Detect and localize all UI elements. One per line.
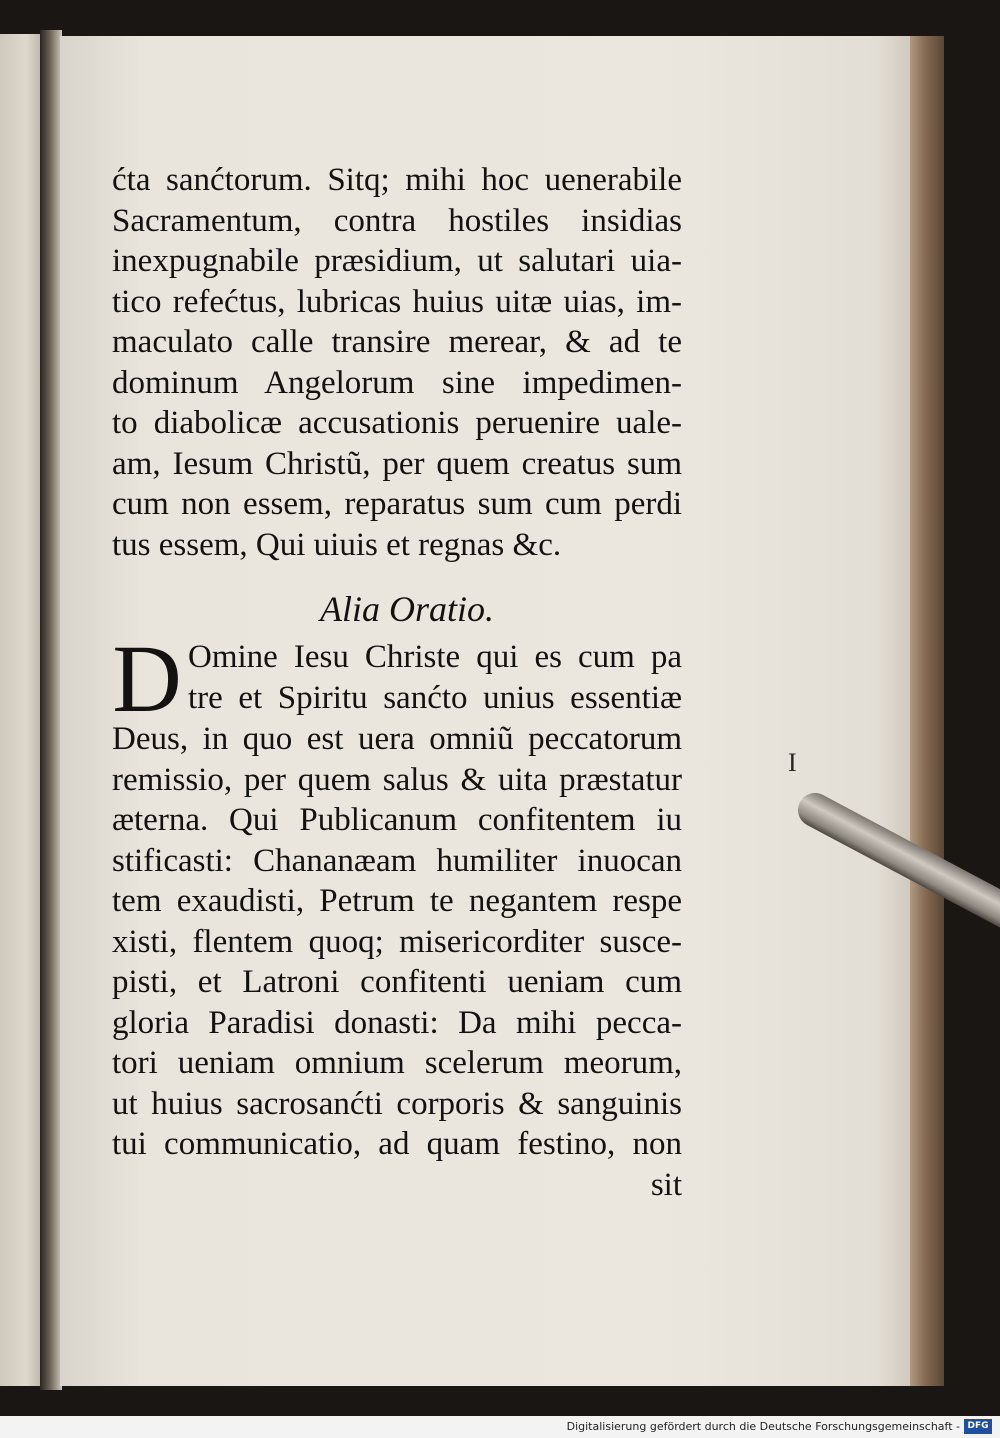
text-line: æterna. Qui Publicanum confitentem iu: [112, 802, 682, 838]
text-line: xisti, flentem quoq; misericorditer susce-: [112, 923, 682, 960]
text-line: am, Iesum Christũ, per quem creatus sum: [112, 445, 682, 482]
text-line: ut huius sacrosanćti corporis & sanguinis: [112, 1085, 682, 1122]
text-line: inexpugnabile præsidium, ut salutari uia-: [112, 243, 682, 279]
text-line: maculato calle transire merear, & ad te: [112, 324, 682, 360]
text-line: remissio, per quem salus & uita præstatur: [112, 761, 682, 798]
page-fore-edge: [910, 36, 944, 1386]
drop-capital: D: [112, 625, 182, 732]
prayer-text-after: [112, 719, 682, 1165]
text-line: gloria Paradisi donasti: Da mihi pecca-: [112, 1004, 682, 1041]
text-line: Sacramentum, contra hostiles insidias: [112, 202, 682, 239]
prayer-paragraph: [112, 625, 682, 1165]
text-line: tori ueniam omnium scelerum meorum,: [112, 1045, 682, 1081]
text-line: Omine Iesu Christe qui es cum pa: [188, 639, 682, 675]
dfg-logo: DFG: [964, 1419, 992, 1434]
book-gutter: [40, 30, 62, 1390]
footer-credit: Digitalisierung gefördert durch die Deutsche Forschungsgemeinschaft -: [566, 1420, 960, 1433]
text-line: Deus, in quo est uera omniũ peccatorum: [112, 721, 682, 757]
page-text: [112, 160, 682, 1205]
text-line: stificasti: Chananæam humiliter inuocan: [112, 842, 682, 879]
text-line: dominum Angelorum sine impedimen-: [112, 364, 682, 401]
digitization-footer: [0, 1416, 1000, 1438]
text-line: tico refećtus, lubricas huius uitæ uias, im-: [112, 283, 682, 320]
margin-mark: I: [788, 748, 797, 777]
indented-lines: [112, 625, 682, 732]
text-line: tui communicatio, ad quam festino, non: [112, 1126, 682, 1162]
text-line: cum non essem, reparatus sum cum perdi: [112, 486, 682, 522]
section-heading: Alia Oratio.: [319, 589, 494, 629]
facing-page-edge: [0, 34, 44, 1386]
text-line: tre et Spiritu sanćto unius essentiæ: [188, 679, 682, 716]
prayer-text-before: [112, 160, 682, 565]
text-line: to diabolicæ accusationis peruenire uale-: [112, 405, 682, 441]
text-line: ćta sanćtorum. Sitq; mihi hoc uenerabile: [112, 162, 682, 198]
catchword: sit: [650, 1166, 682, 1203]
text-line: pisti, et Latroni confitenti ueniam cum: [112, 964, 682, 1000]
text-line: tem exaudisti, Petrum te negantem respe: [112, 883, 682, 919]
text-line: tus essem, Qui uiuis et regnas &c.: [112, 526, 562, 563]
